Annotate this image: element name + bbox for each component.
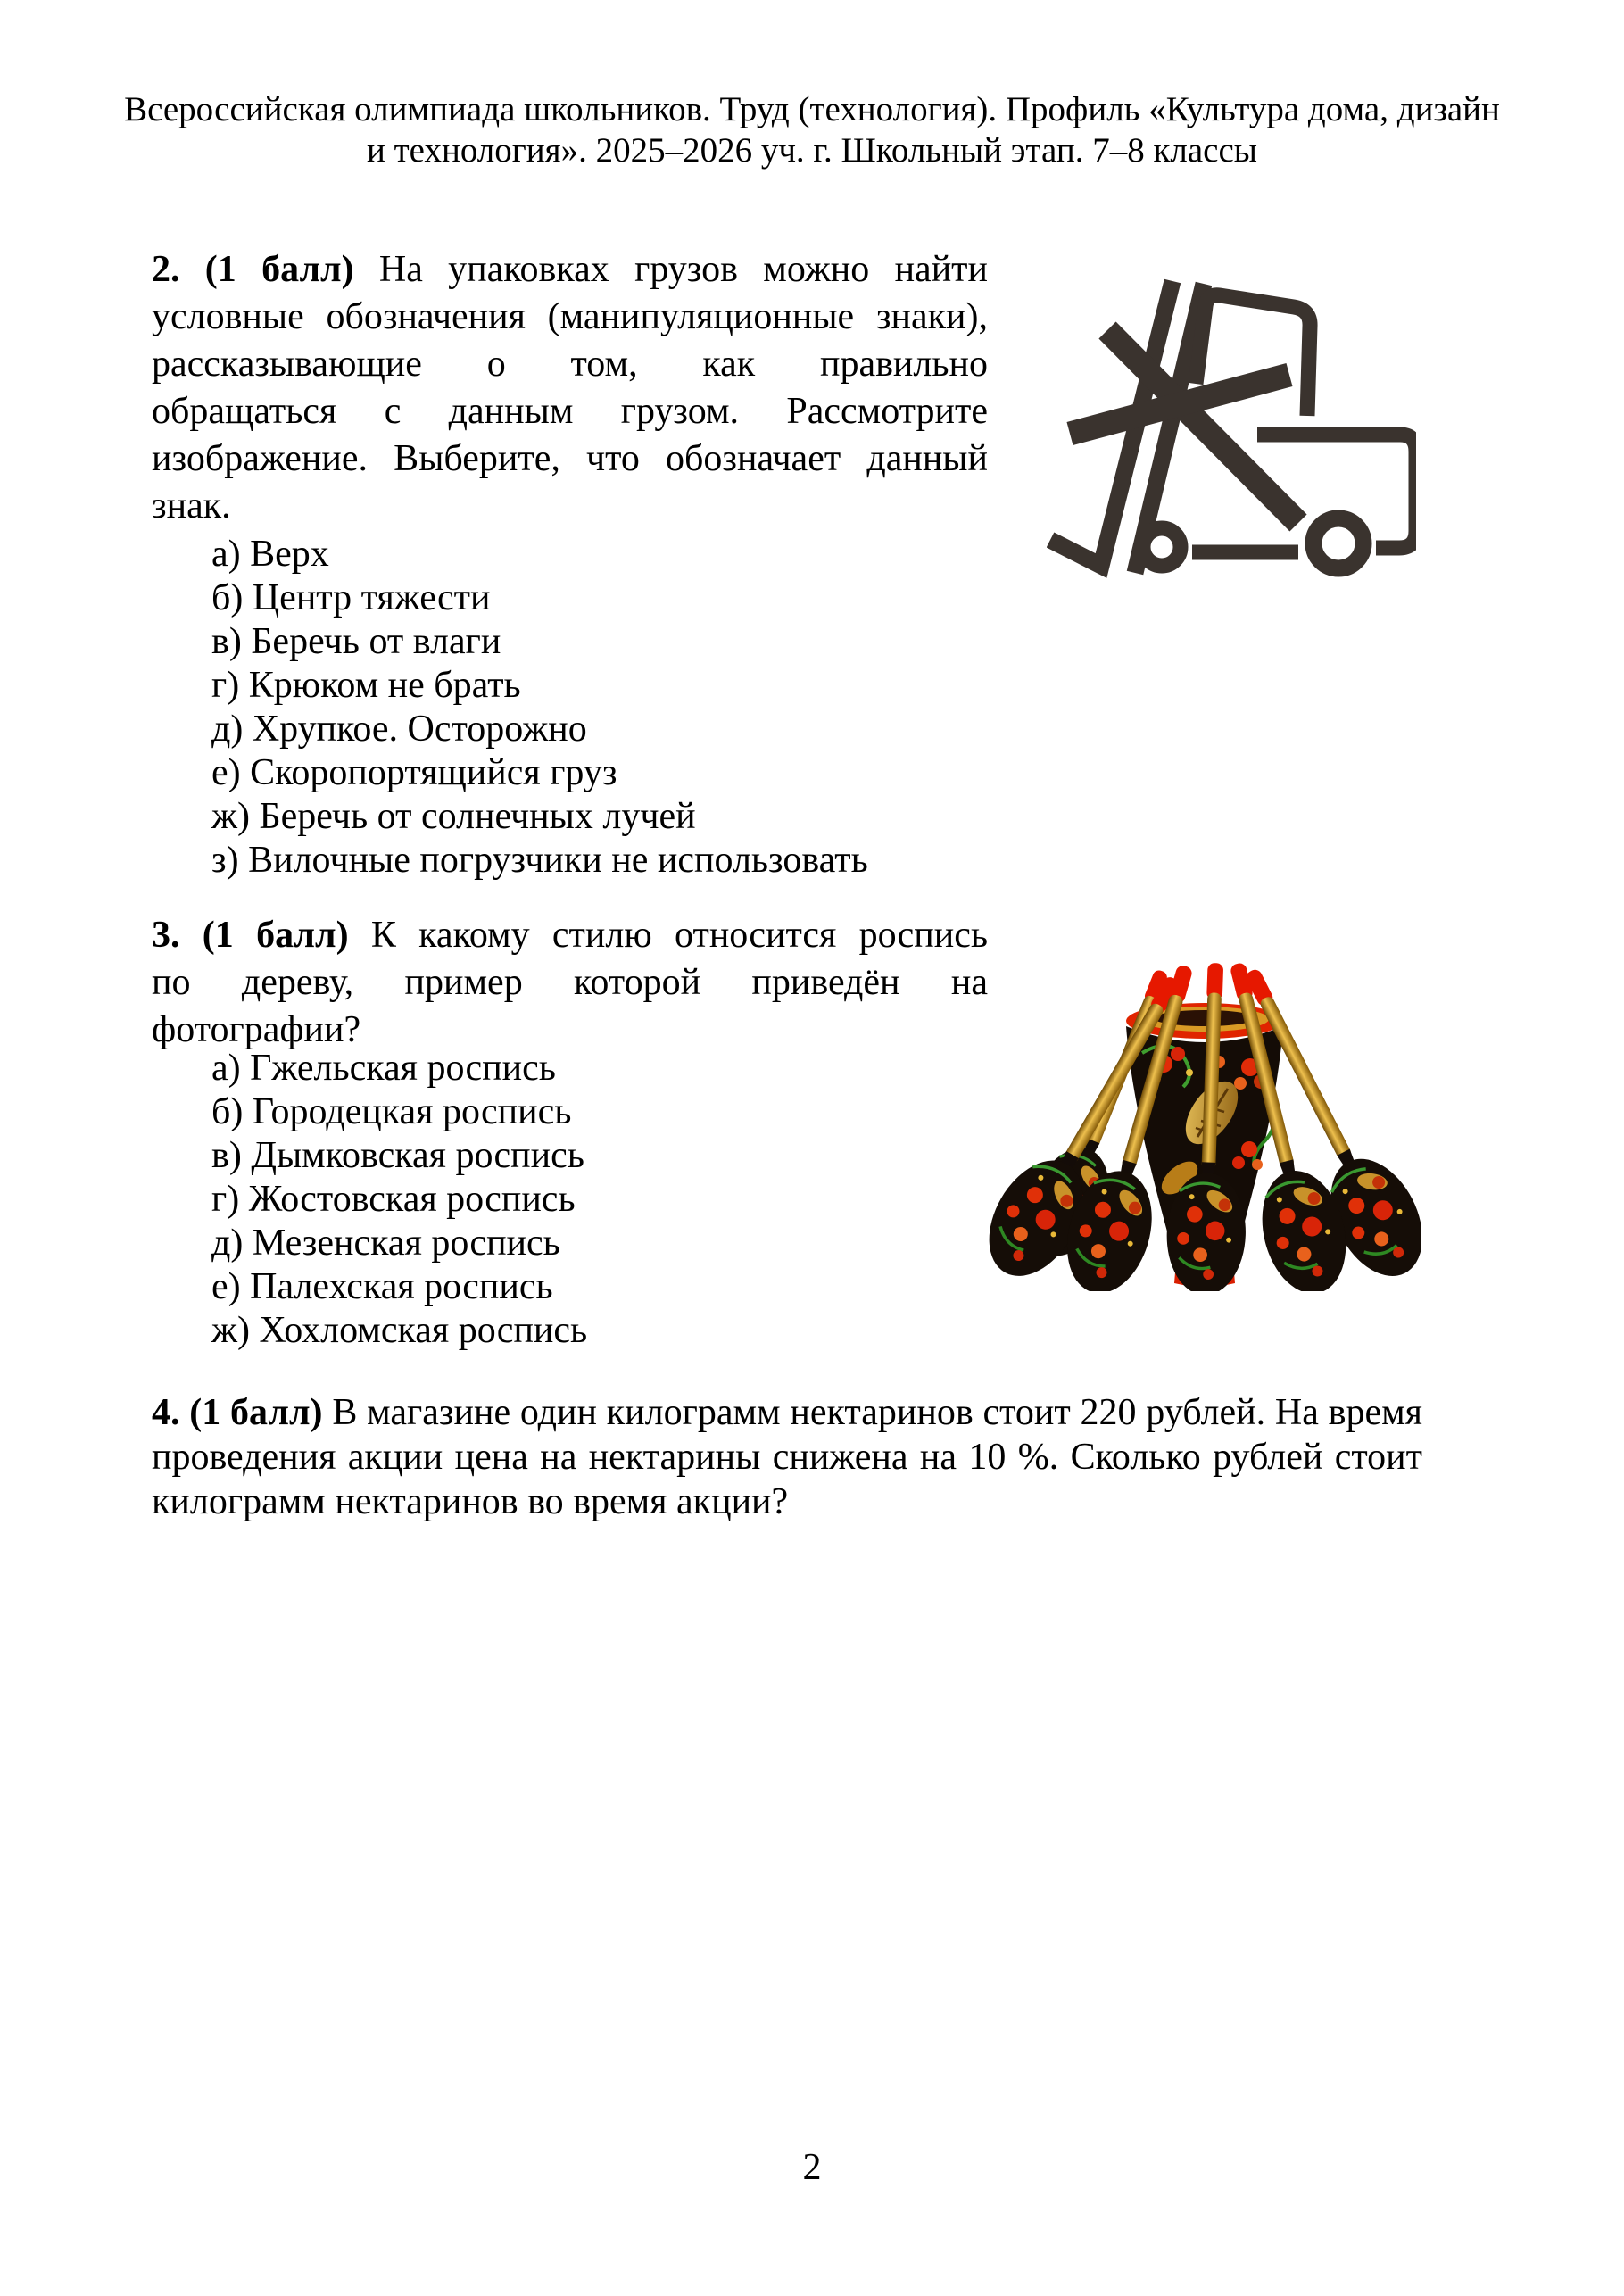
text-line: проведения акции цена на нектарины снижена на 10 %. Сколько рублей стоит	[152, 1437, 1422, 1478]
option-item: а) Верх	[211, 534, 329, 575]
text-line	[152, 1390, 1422, 1435]
option-item: а) Гжельская роспись	[211, 1048, 556, 1089]
text-line: условные обозначения (манипуляционные знаки),	[152, 296, 988, 337]
question-2-text	[152, 246, 988, 530]
text-line	[152, 246, 988, 294]
option-item: д) Мезенская роспись	[211, 1223, 560, 1264]
question-4-text	[152, 1390, 1422, 1524]
option-item: ж) Беречь от солнечных лучей	[211, 796, 696, 837]
text-line-content: В магазине один килограмм нектаринов стоит 220 рублей. На время	[332, 1392, 1422, 1433]
text-line-content: К какому стилю относится роспись	[370, 915, 989, 956]
option-item: е) Палехская роспись	[211, 1266, 553, 1307]
option-item: ж) Хохломская роспись	[211, 1310, 588, 1351]
page-number: 2	[802, 2147, 822, 2188]
text-line-content: На упаковках грузов можно найти	[378, 249, 989, 290]
question-3-number: 3. (1 балл)	[152, 915, 349, 956]
question-2-number: 2. (1 балл)	[152, 249, 354, 290]
text-line: рассказывающие о том, как правильно	[152, 344, 988, 385]
option-item: е) Скоропортящийся груз	[211, 752, 617, 793]
option-item: в) Дымковская роспись	[211, 1135, 584, 1176]
option-item: в) Беречь от влаги	[211, 621, 501, 662]
option-item: г) Крюком не брать	[211, 665, 521, 706]
option-item: г) Жостовская роспись	[211, 1179, 576, 1220]
option-item: б) Городецкая роспись	[211, 1091, 572, 1132]
question-3-text	[152, 912, 988, 1054]
page-header	[0, 89, 1624, 171]
text-line: обращаться с данным грузом. Рассмотрите	[152, 391, 988, 432]
text-line: фотографии?	[152, 1009, 361, 1050]
question-4-number: 4. (1 балл)	[152, 1392, 323, 1433]
option-item: б) Центр тяжести	[211, 577, 491, 618]
text-line: изображение. Выберите, что обозначает данный	[152, 438, 988, 479]
question-3-options	[211, 1047, 587, 1353]
option-item: з) Вилочные погрузчики не использовать	[211, 840, 868, 881]
khokhloma-spoons-photo	[982, 930, 1421, 1291]
header-line-2: и технология». 2025–2026 уч. г. Школьный этап. 7–8 классы	[366, 131, 1257, 170]
text-line: килограмм нектаринов во время акции?	[152, 1481, 789, 1522]
text-line: знак.	[152, 485, 231, 526]
text-line	[152, 912, 988, 959]
no-forklift-sign-icon	[1047, 275, 1416, 578]
header-line-1: Всероссийская олимпиада школьников. Труд (технология). Профиль «Культура дома, дизайн	[124, 90, 1500, 128]
text-line: по дереву, пример которой приведён на	[152, 962, 988, 1003]
option-item: д) Хрупкое. Осторожно	[211, 709, 587, 750]
question-2-options	[211, 533, 868, 883]
